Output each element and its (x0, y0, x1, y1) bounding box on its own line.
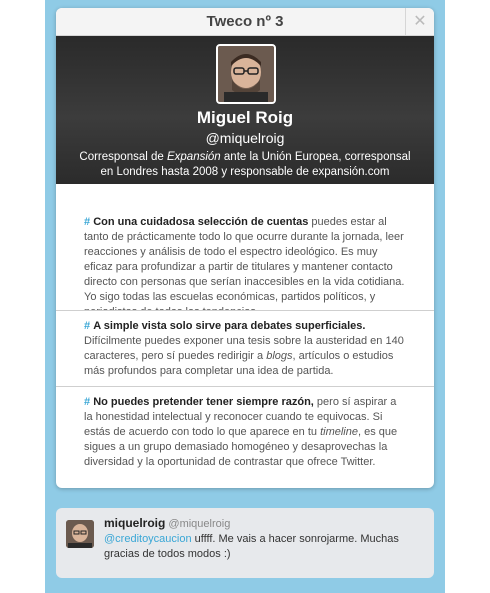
profile-bio (76, 150, 414, 180)
section-3-body-a: pero sí aspirar a la honestidad intelectual y reconocer cuando te equivocas. Si estás de acuerdo con todo lo que aparece en tu (84, 396, 397, 438)
tweet-author-handle[interactable]: @miquelroig (168, 518, 231, 530)
tweet-author-name[interactable]: miquelroig (104, 516, 166, 530)
hash-icon: # (84, 216, 91, 228)
section-3 (56, 386, 434, 470)
tweet-body (104, 516, 424, 562)
section-2-body-b: , artículos o estudios más profundos para completar una idea de partida. (84, 350, 394, 377)
section-1-lead: Con una cuidadosa selección de cuentas (93, 216, 309, 228)
tweet-card[interactable] (56, 508, 434, 578)
avatar-photo-icon (66, 520, 94, 548)
avatar[interactable] (216, 44, 276, 104)
bio-publication: Expansión (166, 151, 221, 163)
tweet-avatar[interactable] (66, 520, 94, 548)
hash-icon: # (84, 396, 91, 408)
profile-name: Miguel Roig (196, 108, 294, 127)
section-2-body-a: Difícilmente puedes exponer una tesis sobre la austeridad en 140 caracteres, pero sí puedes redirigir a (84, 335, 404, 362)
section-1 (56, 203, 434, 320)
tweco-card (56, 8, 434, 488)
bio-prefix: Corresponsal de (79, 151, 167, 163)
section-3-body-b: , es que sigues a un grupo demasiado homogéneo y desaprovechas la diversidad y la oportunidad de contrastar que ofrece Twitter. (84, 426, 398, 468)
section-2-body-em: blogs (266, 350, 293, 362)
bio-suffix: ante la Unión Europea, corresponsal en Londres hasta 2008 y responsable de expansión.com (100, 151, 411, 178)
section-2 (56, 310, 434, 379)
hash-icon: # (84, 320, 91, 332)
section-3-body-em: timeline (320, 426, 358, 438)
section-3-lead: No puedes pretender tener siempre razón, (93, 396, 314, 408)
section-2-lead: A simple vista solo sirve para debates superficiales. (93, 320, 366, 332)
avatar-photo-icon (218, 46, 274, 102)
profile-header (56, 36, 434, 184)
card-title: Tweco nº 3 (206, 13, 284, 30)
title-bar (56, 8, 434, 36)
section-1-text (56, 215, 434, 320)
section-3-text (56, 395, 434, 470)
section-1-body: puedes estar al tanto de prácticamente todo lo que ocurre durante la jornada, leer reacciones y análisis de todo el espectro ideológico. Es muy eficaz para profundizar a partir de titulares y mantener contacto directo con personas que serían inaccesibles en la vida cotidiana. Yo sigo todas las escuelas económicas, partidos políticos, y (84, 216, 405, 303)
close-icon[interactable]: ✕ (405, 8, 434, 35)
profile-handle[interactable]: @miquelroig (205, 130, 285, 146)
tweet-mention[interactable]: @creditoycaucion (104, 533, 192, 545)
tweet-text: uffff. Me vais a hacer sonrojarme. Muchas gracias de todos modos :) (104, 533, 399, 560)
section-2-text (56, 319, 434, 379)
